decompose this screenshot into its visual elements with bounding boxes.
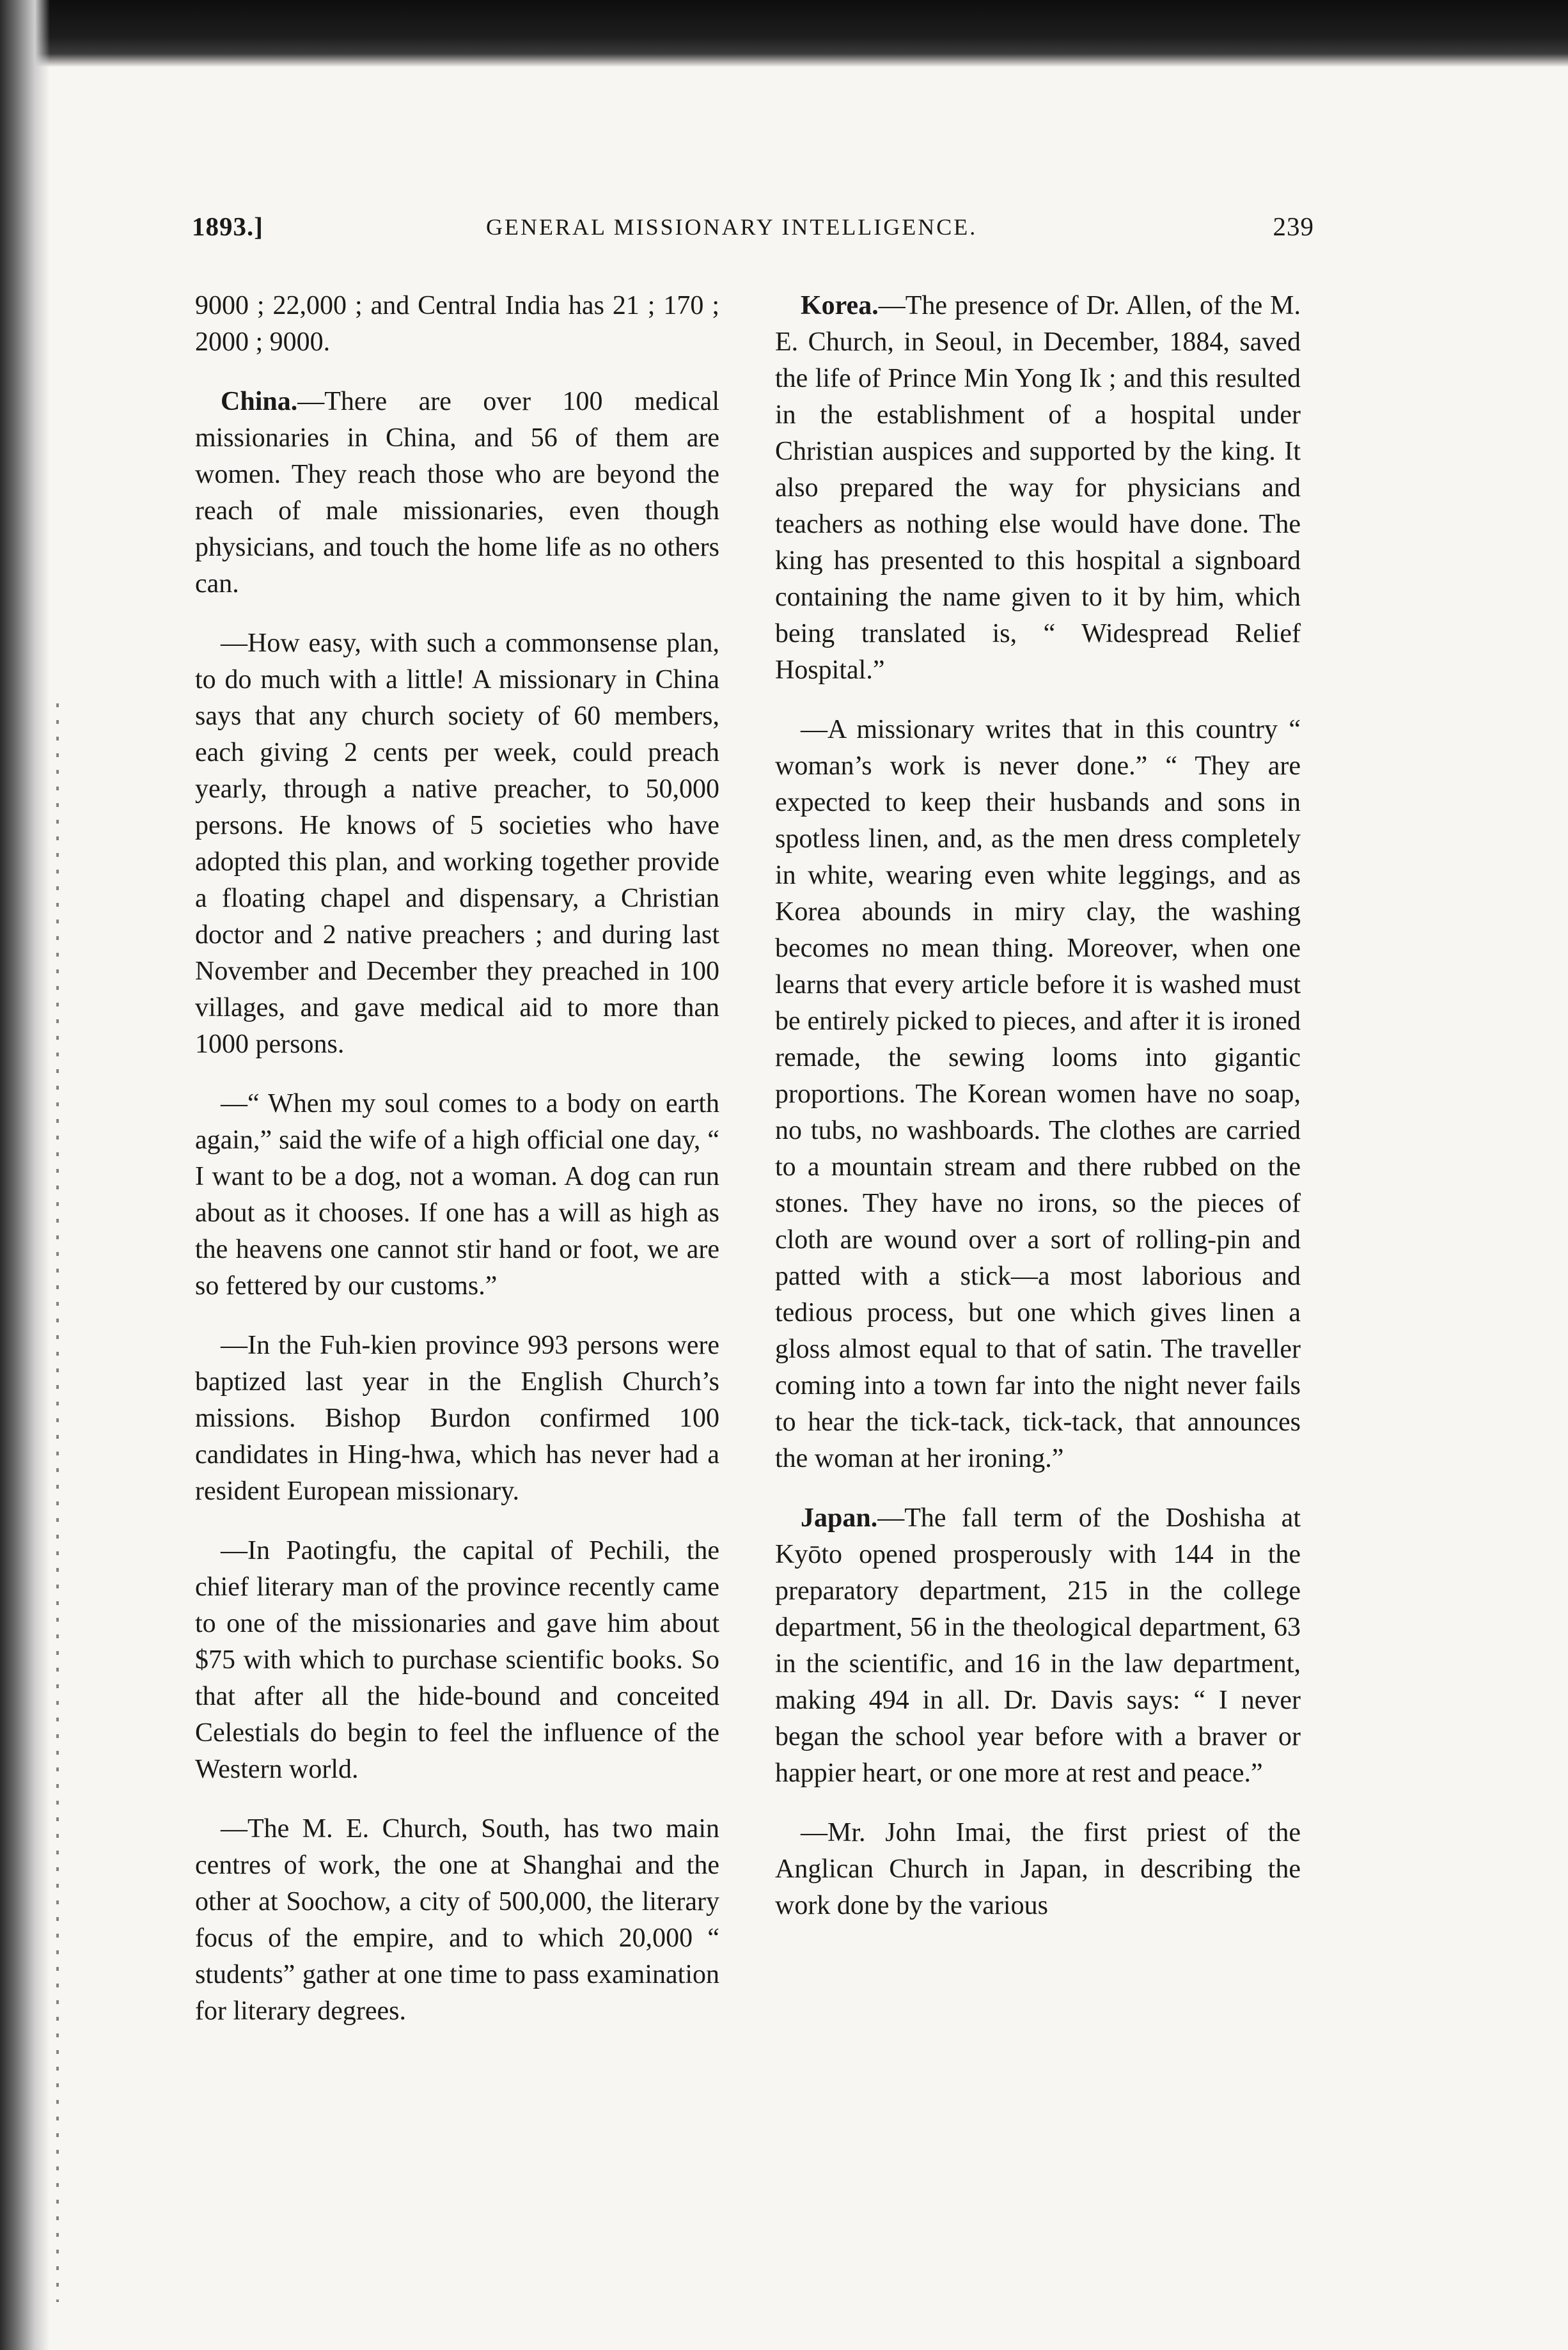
scan-left-edge — [0, 0, 50, 2350]
paragraph-doshisha — [775, 1500, 1301, 1792]
scan-top-edge — [0, 0, 1568, 67]
paragraph-womans-work: —A missionary writes that in this country “ woman’s work is never done.” “ They are expected to keep their husbands and sons in spotless linen, and, as the men dress completely in white, wearing even white leggings, and as Korea abounds in miry clay, the washing becomes no mean thing. Moreover, when one learns that every article before it is washed must be entirely picked to pieces, and after it is ironed remade, the sewing looms into gigantic proportions. The Korean women have no soap, no tubs, no washboards. The clothes are carried to a mountain stream and there rubbed on the stones. They have no irons, so the pieces of cloth are wound over a sort of rolling-pin and patted with a stick—a most laborious and tedious process, but one which gives linen a gloss almost equal to that of satin. The traveller coming into a town far into the night never fails to hear the tick-tack, tick-tack, that announces the woman at her ironing.” — [775, 715, 1301, 1473]
paragraph-commonsense-plan: —How easy, with such a commonsense plan, to do much with a little! A missionary in China says that any church society of 60 members, each giving 2 cents per week, could preach yearly, through a native preacher, to 50,000 persons. He knows of 5 societies who have adopted this plan, and working together provide a floating chapel and dispensary, a Christian doctor and 2 native preachers ; and during last November and December they preached in 100 villages, and gave medical aid to more than 1000 persons. — [195, 629, 719, 1059]
paragraph-korea-hospital — [775, 288, 1301, 689]
paragraph-fuh-kien: —In the Fuh-kien province 993 persons were baptized last year in the English Church’s missions. Bishop Burdon confirmed 100 candidates in Hing-hwa, which has never had a resident European missionary. — [195, 1331, 719, 1506]
page-number: 239 — [1273, 212, 1314, 241]
left-column — [195, 288, 719, 2053]
header-title: GENERAL MISSIONARY INTELLIGENCE. — [486, 214, 978, 240]
section-head-japan: Japan. — [801, 1503, 878, 1533]
paragraph-john-imai: —Mr. John Imai, the first priest of the Anglican Church in Japan, in describing the work done by the various — [775, 1818, 1301, 1920]
paragraph-wife-quote: —“ When my soul comes to a body on earth again,” said the wife of a high official one day, “ I want to be a dog, not a woman. A dog can run about as it chooses. If one has a will as high as the heavens one cannot stir hand or foot, we are so fettered by our customs.” — [195, 1089, 719, 1301]
paragraph-paotingfu: —In Paotingfu, the capital of Pechili, the chief literary man of the province recently came to one of the missionaries and gave him about $75 with which to purchase scientific books. So that after all the hide-bound and conceited Celestials do begin to feel the influence of the Western world. — [195, 1536, 719, 1784]
paragraph-india-figures: 9000 ; 22,000 ; and Central India has 21 ; 170 ; 2000 ; 9000. — [195, 291, 719, 357]
running-head — [192, 211, 1314, 249]
paragraph-body: —There are over 100 medical missionaries in China, and 56 of them are women. They reach those who are beyond the reach of male missionaries, even though physicians, and touch the home life as no others can. — [195, 387, 719, 599]
section-head-china: China. — [221, 387, 298, 416]
header-year: 1893.] — [192, 212, 263, 241]
paragraph-china-medical — [195, 384, 719, 602]
right-column — [775, 288, 1301, 1947]
section-head-korea: Korea. — [801, 291, 879, 320]
paragraph-body: —The fall term of the Doshisha at Kyōto opened prosperously with 144 in the preparatory department, 215 in the college department, 56 in the theological department, 63 in the scientific, and 16 in the law department, making 494 in all. Dr. Davis says: “ I never began the school year before with a braver or happier heart, or one more at rest and peace.” — [775, 1503, 1301, 1788]
scan-margin-specks — [56, 703, 59, 2302]
paragraph-me-church-south: —The M. E. Church, South, has two main centres of work, the one at Shanghai and the other at Soochow, a city of 500,000, the literary focus of the empire, and to which 20,000 “ students” gather at one time to pass examination for literary degrees. — [195, 1814, 719, 2026]
paragraph-body: —The presence of Dr. Allen, of the M. E. Church, in Seoul, in December, 1884, saved the life of Prince Min Yong Ik ; and this resulted in the establishment of a hospital under Christian auspices and supported by the king. It also prepared the way for physicians and teachers as nothing else would have done. The king has presented to this hospital a signboard containing the name given to it by him, which being translated is, “ Widespread Relief Hospital.” — [775, 291, 1301, 685]
